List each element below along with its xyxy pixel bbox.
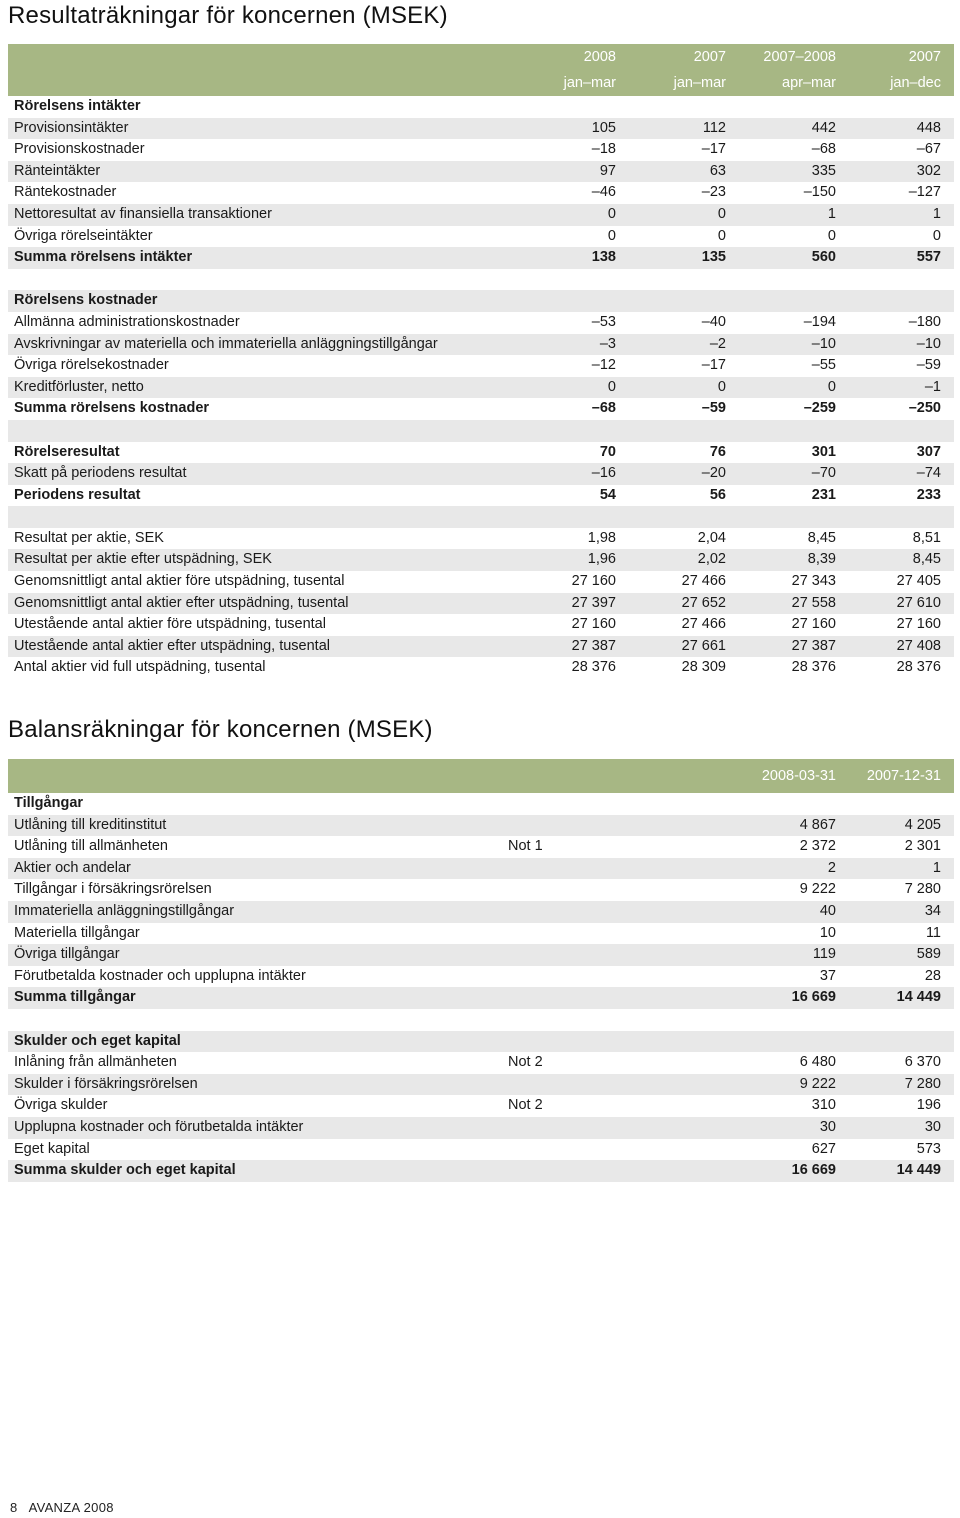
row-value: –180 bbox=[849, 312, 954, 334]
row-value: 27 160 bbox=[520, 614, 629, 636]
row-label: Skatt på periodens resultat bbox=[8, 463, 520, 485]
row-value: 196 bbox=[849, 1095, 954, 1117]
row-value: 4 205 bbox=[849, 815, 954, 837]
table-row bbox=[8, 247, 954, 269]
row-value: 573 bbox=[849, 1139, 954, 1161]
row-note bbox=[502, 1160, 629, 1182]
row-label: Nettoresultat av finansiella transaktioner bbox=[8, 204, 520, 226]
row-label: Aktier och andelar bbox=[8, 858, 502, 880]
table-row bbox=[8, 204, 954, 226]
row-label: Kreditförluster, netto bbox=[8, 377, 520, 399]
row-label: Avskrivningar av materiella och immateriella anläggningstillgångar bbox=[8, 334, 520, 356]
row-value: –259 bbox=[739, 398, 849, 420]
row-label bbox=[8, 1009, 502, 1031]
row-label: Övriga rörelsekostnader bbox=[8, 355, 520, 377]
footer-brand: AVANZA 2008 bbox=[28, 1500, 114, 1515]
table-row bbox=[8, 1009, 954, 1031]
row-value: 310 bbox=[629, 1095, 849, 1117]
row-value: 307 bbox=[849, 442, 954, 464]
row-value: 1,96 bbox=[520, 549, 629, 571]
row-value: –68 bbox=[739, 139, 849, 161]
row-value: –10 bbox=[739, 334, 849, 356]
row-value: 231 bbox=[739, 485, 849, 507]
row-value: –53 bbox=[520, 312, 629, 334]
row-value: 9 222 bbox=[629, 1074, 849, 1096]
row-value: 0 bbox=[520, 204, 629, 226]
row-label: Ränteintäkter bbox=[8, 161, 520, 183]
row-value: 2,04 bbox=[629, 528, 739, 550]
row-value: 0 bbox=[629, 226, 739, 248]
row-value bbox=[629, 1031, 849, 1053]
row-label bbox=[8, 269, 520, 291]
row-value: 76 bbox=[629, 442, 739, 464]
table-row bbox=[8, 290, 954, 312]
income-header-periods bbox=[8, 70, 954, 96]
row-value: 589 bbox=[849, 944, 954, 966]
row-note bbox=[502, 944, 629, 966]
row-value bbox=[739, 290, 849, 312]
table-row bbox=[8, 528, 954, 550]
row-value: 27 397 bbox=[520, 593, 629, 615]
row-value bbox=[849, 96, 954, 118]
row-note bbox=[502, 879, 629, 901]
row-label: Summa rörelsens kostnader bbox=[8, 398, 520, 420]
row-value: 70 bbox=[520, 442, 629, 464]
row-value: 7 280 bbox=[849, 879, 954, 901]
table-row bbox=[8, 139, 954, 161]
row-value: 0 bbox=[520, 377, 629, 399]
income-col-period: apr–mar bbox=[739, 70, 849, 96]
table-row bbox=[8, 398, 954, 420]
row-value: 27 652 bbox=[629, 593, 739, 615]
row-value: 63 bbox=[629, 161, 739, 183]
row-value bbox=[849, 793, 954, 815]
row-value: –194 bbox=[739, 312, 849, 334]
row-value bbox=[739, 506, 849, 528]
row-label: Antal aktier vid full utspädning, tusental bbox=[8, 657, 520, 679]
row-value: 335 bbox=[739, 161, 849, 183]
row-value: –59 bbox=[629, 398, 739, 420]
row-value: –250 bbox=[849, 398, 954, 420]
row-value: –67 bbox=[849, 139, 954, 161]
row-value: –17 bbox=[629, 355, 739, 377]
row-value: 28 bbox=[849, 966, 954, 988]
row-label: Genomsnittligt antal aktier före utspädning, tusental bbox=[8, 571, 520, 593]
row-value bbox=[739, 96, 849, 118]
table-row bbox=[8, 334, 954, 356]
table-row bbox=[8, 1117, 954, 1139]
row-value: 135 bbox=[629, 247, 739, 269]
row-value: –46 bbox=[520, 182, 629, 204]
table-row bbox=[8, 636, 954, 658]
row-note: Not 2 bbox=[502, 1095, 629, 1117]
row-value: –2 bbox=[629, 334, 739, 356]
row-value: 27 558 bbox=[739, 593, 849, 615]
table-row bbox=[8, 118, 954, 140]
row-label: Periodens resultat bbox=[8, 485, 520, 507]
row-value: 27 610 bbox=[849, 593, 954, 615]
row-label: Eget kapital bbox=[8, 1139, 502, 1161]
table-row bbox=[8, 858, 954, 880]
row-label: Tillgångar bbox=[8, 793, 502, 815]
table-row bbox=[8, 485, 954, 507]
page-number: 8 bbox=[10, 1500, 18, 1515]
row-label: Summa skulder och eget kapital bbox=[8, 1160, 502, 1182]
row-value: –20 bbox=[629, 463, 739, 485]
row-value bbox=[629, 506, 739, 528]
row-value: 9 222 bbox=[629, 879, 849, 901]
row-value: 27 160 bbox=[739, 614, 849, 636]
row-value: 28 376 bbox=[739, 657, 849, 679]
row-label: Summa rörelsens intäkter bbox=[8, 247, 520, 269]
row-value: 0 bbox=[520, 226, 629, 248]
table-row bbox=[8, 923, 954, 945]
row-value: 34 bbox=[849, 901, 954, 923]
row-value: 1 bbox=[849, 858, 954, 880]
row-value: 6 480 bbox=[629, 1052, 849, 1074]
row-value: 119 bbox=[629, 944, 849, 966]
table-row bbox=[8, 815, 954, 837]
row-value: 2,02 bbox=[629, 549, 739, 571]
income-col-period: jan–dec bbox=[849, 70, 954, 96]
balance-sheet-title: Balansräkningar för koncernen (MSEK) bbox=[8, 716, 433, 743]
row-value bbox=[520, 96, 629, 118]
row-note bbox=[502, 966, 629, 988]
table-row bbox=[8, 793, 954, 815]
row-value: 27 466 bbox=[629, 614, 739, 636]
balance-header bbox=[8, 759, 954, 793]
row-value: –12 bbox=[520, 355, 629, 377]
row-label: Rörelseresultat bbox=[8, 442, 520, 464]
table-row bbox=[8, 226, 954, 248]
row-value: 8,45 bbox=[849, 549, 954, 571]
row-value: 138 bbox=[520, 247, 629, 269]
row-value bbox=[629, 1009, 849, 1031]
row-value bbox=[520, 290, 629, 312]
row-label: Övriga rörelseintäkter bbox=[8, 226, 520, 248]
balance-col-date: 2008-03-31 bbox=[629, 759, 849, 793]
row-value: 14 449 bbox=[849, 1160, 954, 1182]
row-label: Förutbetalda kostnader och upplupna intäkter bbox=[8, 966, 502, 988]
row-note: Not 2 bbox=[502, 1052, 629, 1074]
income-rows bbox=[8, 96, 954, 679]
table-row bbox=[8, 987, 954, 1009]
row-value: –16 bbox=[520, 463, 629, 485]
table-row bbox=[8, 312, 954, 334]
row-value: –17 bbox=[629, 139, 739, 161]
row-label bbox=[8, 506, 520, 528]
row-label: Rörelsens kostnader bbox=[8, 290, 520, 312]
row-value: 1 bbox=[739, 204, 849, 226]
row-value: 302 bbox=[849, 161, 954, 183]
table-row bbox=[8, 355, 954, 377]
row-value: –74 bbox=[849, 463, 954, 485]
row-label: Övriga skulder bbox=[8, 1095, 502, 1117]
row-value: 2 301 bbox=[849, 836, 954, 858]
table-row bbox=[8, 1139, 954, 1161]
row-label: Skulder i försäkringsrörelsen bbox=[8, 1074, 502, 1096]
row-value bbox=[520, 420, 629, 442]
row-value: –150 bbox=[739, 182, 849, 204]
row-note bbox=[502, 1009, 629, 1031]
table-row bbox=[8, 614, 954, 636]
row-value: 0 bbox=[629, 377, 739, 399]
row-label: Utestående antal aktier efter utspädning, tusental bbox=[8, 636, 520, 658]
row-label: Rörelsens intäkter bbox=[8, 96, 520, 118]
row-value: 27 408 bbox=[849, 636, 954, 658]
table-row bbox=[8, 593, 954, 615]
row-value bbox=[739, 269, 849, 291]
table-row bbox=[8, 836, 954, 858]
row-label: Genomsnittligt antal aktier efter utspädning, tusental bbox=[8, 593, 520, 615]
row-value: –40 bbox=[629, 312, 739, 334]
row-value bbox=[520, 269, 629, 291]
row-value: 2 bbox=[629, 858, 849, 880]
row-value: 627 bbox=[629, 1139, 849, 1161]
table-row bbox=[8, 442, 954, 464]
row-value bbox=[849, 420, 954, 442]
row-label: Utlåning till kreditinstitut bbox=[8, 815, 502, 837]
table-row bbox=[8, 1074, 954, 1096]
table-row bbox=[8, 96, 954, 118]
row-value: –70 bbox=[739, 463, 849, 485]
row-value: 27 466 bbox=[629, 571, 739, 593]
row-value: 27 405 bbox=[849, 571, 954, 593]
row-value: 11 bbox=[849, 923, 954, 945]
income-col-year: 2007 bbox=[849, 44, 954, 70]
row-value bbox=[629, 793, 849, 815]
table-row bbox=[8, 966, 954, 988]
row-value: 16 669 bbox=[629, 1160, 849, 1182]
row-value: 6 370 bbox=[849, 1052, 954, 1074]
row-note bbox=[502, 1074, 629, 1096]
row-label: Tillgångar i försäkringsrörelsen bbox=[8, 879, 502, 901]
row-value: 27 387 bbox=[739, 636, 849, 658]
row-label: Immateriella anläggningstillgångar bbox=[8, 901, 502, 923]
table-row bbox=[8, 463, 954, 485]
table-row bbox=[8, 1160, 954, 1182]
row-label: Utlåning till allmänheten bbox=[8, 836, 502, 858]
row-value: 2 372 bbox=[629, 836, 849, 858]
balance-sheet-table bbox=[8, 759, 954, 1182]
income-col-period: jan–mar bbox=[520, 70, 629, 96]
row-label: Räntekostnader bbox=[8, 182, 520, 204]
row-value: –10 bbox=[849, 334, 954, 356]
row-value: 0 bbox=[739, 377, 849, 399]
row-value: –68 bbox=[520, 398, 629, 420]
row-value: 301 bbox=[739, 442, 849, 464]
row-value: 8,45 bbox=[739, 528, 849, 550]
row-value: 14 449 bbox=[849, 987, 954, 1009]
row-value: –55 bbox=[739, 355, 849, 377]
row-value: 54 bbox=[520, 485, 629, 507]
row-value bbox=[629, 290, 739, 312]
table-row bbox=[8, 269, 954, 291]
row-value: –23 bbox=[629, 182, 739, 204]
row-value: 27 160 bbox=[520, 571, 629, 593]
row-value: 557 bbox=[849, 247, 954, 269]
table-row bbox=[8, 420, 954, 442]
row-label: Övriga tillgångar bbox=[8, 944, 502, 966]
row-value: 1,98 bbox=[520, 528, 629, 550]
row-label: Provisionskostnader bbox=[8, 139, 520, 161]
income-statement-title: Resultaträkningar för koncernen (MSEK) bbox=[8, 2, 448, 29]
row-value bbox=[629, 96, 739, 118]
row-value: 28 309 bbox=[629, 657, 739, 679]
row-value: 10 bbox=[629, 923, 849, 945]
row-value: 30 bbox=[849, 1117, 954, 1139]
row-value: 27 387 bbox=[520, 636, 629, 658]
row-value: 1 bbox=[849, 204, 954, 226]
row-label: Provisionsintäkter bbox=[8, 118, 520, 140]
row-value: 28 376 bbox=[849, 657, 954, 679]
table-row bbox=[8, 161, 954, 183]
row-value bbox=[849, 1009, 954, 1031]
row-value: 8,51 bbox=[849, 528, 954, 550]
table-row bbox=[8, 901, 954, 923]
table-row bbox=[8, 571, 954, 593]
row-value: 7 280 bbox=[849, 1074, 954, 1096]
row-note bbox=[502, 793, 629, 815]
table-row bbox=[8, 182, 954, 204]
row-note: Not 1 bbox=[502, 836, 629, 858]
row-value: 448 bbox=[849, 118, 954, 140]
income-col-period: jan–mar bbox=[629, 70, 739, 96]
row-value: 4 867 bbox=[629, 815, 849, 837]
table-row bbox=[8, 377, 954, 399]
row-value bbox=[849, 269, 954, 291]
table-row bbox=[8, 1031, 954, 1053]
row-value: –3 bbox=[520, 334, 629, 356]
row-label: Inlåning från allmänheten bbox=[8, 1052, 502, 1074]
page-footer bbox=[10, 1500, 114, 1515]
row-value bbox=[849, 290, 954, 312]
row-note bbox=[502, 1117, 629, 1139]
table-row bbox=[8, 549, 954, 571]
row-value: 0 bbox=[629, 204, 739, 226]
row-label: Utestående antal aktier före utspädning, tusental bbox=[8, 614, 520, 636]
row-value: 16 669 bbox=[629, 987, 849, 1009]
row-note bbox=[502, 901, 629, 923]
income-statement-table bbox=[8, 44, 954, 679]
row-label: Upplupna kostnader och förutbetalda intäkter bbox=[8, 1117, 502, 1139]
row-value: 0 bbox=[849, 226, 954, 248]
row-value: –1 bbox=[849, 377, 954, 399]
row-value bbox=[629, 269, 739, 291]
table-row bbox=[8, 1052, 954, 1074]
row-label bbox=[8, 420, 520, 442]
row-note bbox=[502, 923, 629, 945]
income-col-year: 2007–2008 bbox=[739, 44, 849, 70]
income-col-year: 2008 bbox=[520, 44, 629, 70]
row-value: 27 343 bbox=[739, 571, 849, 593]
row-value bbox=[629, 420, 739, 442]
balance-rows bbox=[8, 793, 954, 1182]
row-value: 112 bbox=[629, 118, 739, 140]
row-note bbox=[502, 858, 629, 880]
table-row bbox=[8, 944, 954, 966]
income-col-year: 2007 bbox=[629, 44, 739, 70]
row-value bbox=[849, 1031, 954, 1053]
row-value: 30 bbox=[629, 1117, 849, 1139]
row-note bbox=[502, 987, 629, 1009]
row-value: –18 bbox=[520, 139, 629, 161]
row-value: 8,39 bbox=[739, 549, 849, 571]
table-row bbox=[8, 1095, 954, 1117]
row-note bbox=[502, 815, 629, 837]
table-row bbox=[8, 657, 954, 679]
row-value bbox=[520, 506, 629, 528]
row-note bbox=[502, 1139, 629, 1161]
row-label: Summa tillgångar bbox=[8, 987, 502, 1009]
row-value bbox=[739, 420, 849, 442]
row-value bbox=[849, 506, 954, 528]
row-value: 28 376 bbox=[520, 657, 629, 679]
row-label: Skulder och eget kapital bbox=[8, 1031, 502, 1053]
row-value: –127 bbox=[849, 182, 954, 204]
row-note bbox=[502, 1031, 629, 1053]
row-value: 56 bbox=[629, 485, 739, 507]
row-value: 0 bbox=[739, 226, 849, 248]
row-value: 442 bbox=[739, 118, 849, 140]
row-label: Materiella tillgångar bbox=[8, 923, 502, 945]
table-row bbox=[8, 879, 954, 901]
balance-col-date: 2007-12-31 bbox=[849, 759, 954, 793]
row-value: 27 661 bbox=[629, 636, 739, 658]
row-label: Resultat per aktie efter utspädning, SEK bbox=[8, 549, 520, 571]
row-label: Allmänna administrationskostnader bbox=[8, 312, 520, 334]
row-value: 233 bbox=[849, 485, 954, 507]
row-value: 560 bbox=[739, 247, 849, 269]
row-value: 97 bbox=[520, 161, 629, 183]
table-row bbox=[8, 506, 954, 528]
row-value: 37 bbox=[629, 966, 849, 988]
row-value: 105 bbox=[520, 118, 629, 140]
row-value: 40 bbox=[629, 901, 849, 923]
row-value: –59 bbox=[849, 355, 954, 377]
row-label: Resultat per aktie, SEK bbox=[8, 528, 520, 550]
income-header-years bbox=[8, 44, 954, 70]
row-value: 27 160 bbox=[849, 614, 954, 636]
